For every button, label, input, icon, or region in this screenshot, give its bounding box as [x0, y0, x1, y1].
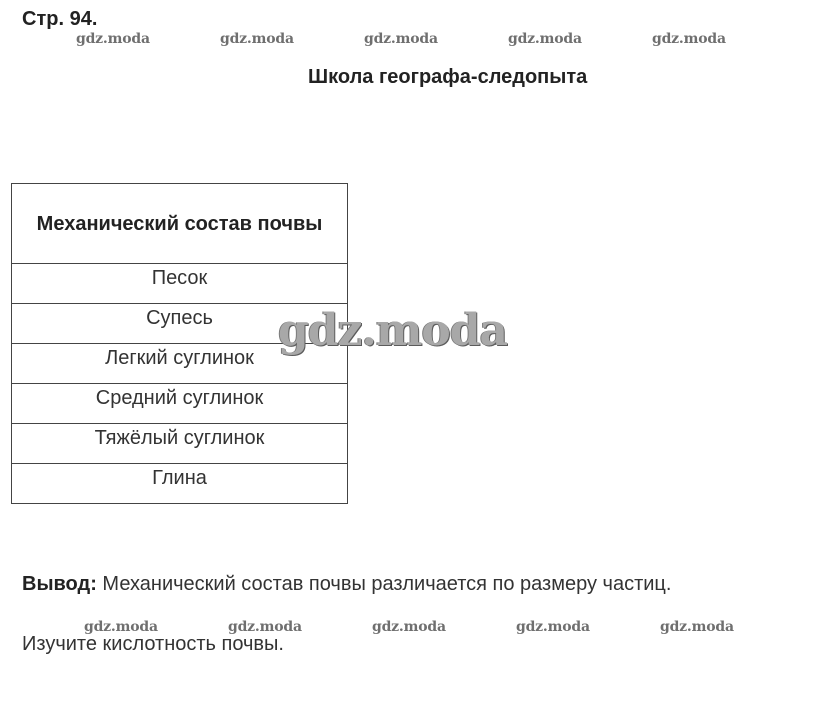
table-header-cell: Механический состав почвы — [12, 184, 348, 264]
task-text: Изучите кислотность почвы. — [22, 633, 284, 655]
table-row — [12, 424, 348, 464]
watermark-large: gdz.moda — [278, 305, 508, 356]
watermark: gdz.moda — [516, 619, 590, 635]
watermark: gdz.moda — [508, 31, 582, 47]
table-cell: Песок — [12, 264, 348, 304]
watermark: gdz.moda — [372, 619, 446, 635]
conclusion — [22, 573, 671, 596]
conclusion-text: Механический состав почвы различается по размеру частиц. — [96, 573, 672, 595]
watermark: gdz.moda — [228, 619, 302, 635]
page-number: Стр. 94. — [22, 8, 98, 30]
conclusion-label: Вывод: — [22, 573, 97, 595]
table-cell: Легкий суглинок — [12, 344, 348, 384]
table-row — [12, 264, 348, 304]
table-cell: Тяжёлый суглинок — [12, 424, 348, 464]
watermark-row-top — [0, 31, 837, 51]
watermark: gdz.moda — [76, 31, 150, 47]
table-header-row — [12, 184, 348, 264]
table-row — [12, 464, 348, 504]
watermark: gdz.moda — [660, 619, 734, 635]
watermark: gdz.moda — [220, 31, 294, 47]
section-title: Школа географа-следопыта — [308, 66, 588, 88]
table-cell: Глина — [12, 464, 348, 504]
table-cell: Супесь — [12, 304, 348, 344]
table-row — [12, 384, 348, 424]
watermark: gdz.moda — [652, 31, 726, 47]
table-cell: Средний суглинок — [12, 384, 348, 424]
watermark: gdz.moda — [364, 31, 438, 47]
watermark: gdz.moda — [84, 619, 158, 635]
